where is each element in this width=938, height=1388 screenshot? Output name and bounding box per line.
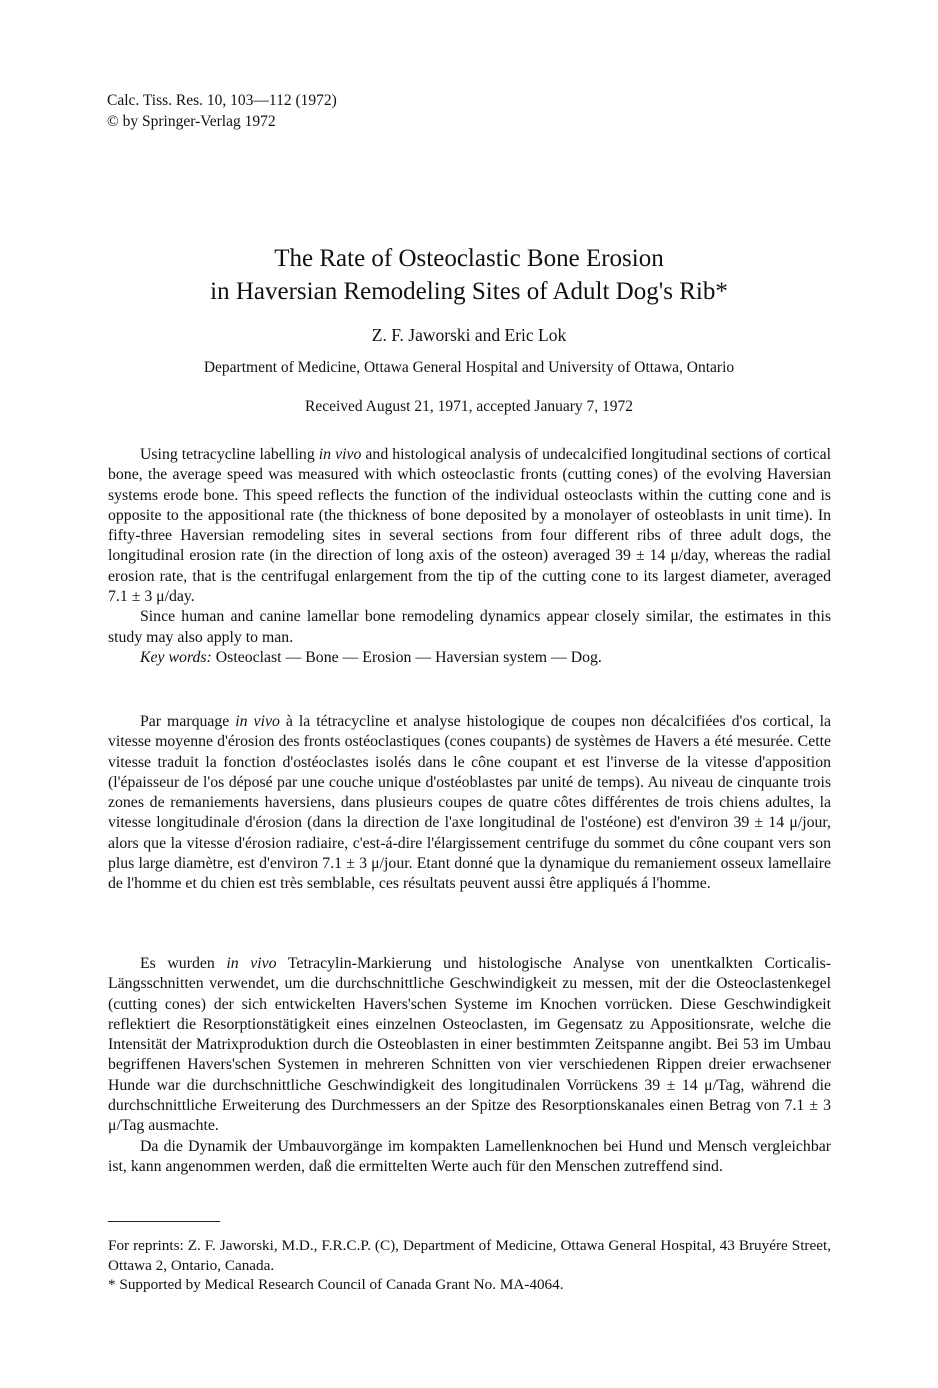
- abstract-en-paragraph-1: Using tetracycline labelling in vivo and histological analysis of undecalcified longitudinal sections of cortical bone, the average speed was measured with which osteoclastic fronts (cutting cones) of the evolving Haversian systems erode bone. This speed reflects the function of the individual osteoclasts within the cutting cone and is opposite to the appositional rate (the thickness of bone deposited by a monolayer of osteoblasts in unit time). In fifty-three Haversian remodeling sites in several sections from four different ribs of three adult dogs, the longitudinal erosion rate (in the direction of long axis of the osteon) averaged 39 ± 14 μ/day, whereas the radial erosion rate, that is the centrifugal enlargement from the tip of the cutting cone to its largest diameter, averaged 7.1 ± 3 μ/day.: [108, 446, 831, 606]
- received-dates: Received August 21, 1971, accepted January 7, 1972: [305, 398, 633, 415]
- abstract-fr-paragraph: Par marquage in vivo à la tétracycline et analyse histologique de coupes non décalcifiées d'os cortical, la vitesse moyenne d'érosion des fronts ostéoclastiques (cones coupants) de systèmes de Havers a été mesurée. Cette vitesse traduit la fonction d'ostéoclastes isolés dans le cône coupant et est l'inverse de la vitesse d'apposition (l'épaisseur de l'os déposé par une couche unique d'ostéoblastes par unité de temps). Au niveau de cinquante trois zones de remaniements haversiens, dans plusieurs coupes de quatre côtes différentes de trois chiens adultes, la vitesse longitudinale d'érosion (dans la direction de l'axe longitudinal de l'ostéone) est d'environ 39 ± 14 μ/jour, alors que la vitesse d'érosion radiaire, c'est-á-dire l'élargissement centrifuge du sommet du cône coupant vers son plus large diamètre, est d'environ 7.1 ± 3 μ/jour. Etant donné que la dynamique du remaniement osseux lamellaire de l'homme et du chien est très semblable, ces résultats peuvent aussi être appliqués á l'homme.: [108, 713, 832, 893]
- abstract-de-paragraph-2: Da die Dynamik der Umbauvorgänge im kompakten Lamellenknochen bei Hund und Mensch vergleichbar ist, kann angenommen werden, daß die ermittelten Werte auch für den Menschen zutreffend sind.: [108, 1137, 831, 1175]
- abstract-english: [108, 445, 831, 668]
- abstract-french: [108, 712, 831, 895]
- footnote-divider: [108, 1221, 220, 1222]
- journal-citation: Calc. Tiss. Res. 10, 103—112 (1972): [107, 92, 337, 109]
- authors: Z. F. Jaworski and Eric Lok: [371, 325, 567, 345]
- journal-header: [107, 90, 337, 132]
- title-line-1: The Rate of Osteoclastic Bone Erosion: [274, 245, 664, 272]
- keywords-list: Osteoclast — Bone — Erosion — Haversian system — Dog.: [211, 648, 602, 666]
- support-footnote: * Supported by Medical Research Council of Canada Grant No. MA-4064.: [108, 1276, 564, 1293]
- paper-title: [0, 242, 938, 308]
- footnotes: [108, 1236, 831, 1295]
- copyright-notice: © by Springer-Verlag 1972: [107, 113, 276, 130]
- keywords: [108, 648, 831, 668]
- title-line-2: in Haversian Remodeling Sites of Adult Dog's Rib*: [210, 278, 728, 305]
- affiliation: Department of Medicine, Ottawa General Hospital and University of Ottawa, Ontario: [203, 359, 735, 376]
- reprints-footnote: For reprints: Z. F. Jaworski, M.D., F.R.C.P. (C), Department of Medicine, Ottawa General Hospital, 43 Bruyére Street, Ottawa 2, Ontario, Canada.: [108, 1237, 831, 1274]
- abstract-german: [108, 954, 831, 1177]
- keywords-label: Key words:: [140, 648, 212, 666]
- abstract-en-paragraph-2: Since human and canine lamellar bone remodeling dynamics appear closely similar, the estimates in this study may also apply to man.: [108, 608, 831, 646]
- abstract-de-paragraph-1: Es wurden in vivo Tetracylin-Markierung und histologische Analyse von unentkalkten Corticalis-Längsschnitten verwendet, um die durchschnittliche Geschwindigkeit zu messen, mit der die Osteoclastenkegel (cutting cones) der sich entwickelten Havers'schen Systeme im Knochen vorrücken. Diese Geschwindigkeit reflektiert die Resorptionstätigkeit eines einzelnen Osteoclasten, im Gegensatz zu Appositionsrate, welche die Intensität der Matrixproduktion durch die Osteoblasten in einer bestimmten Zeitspanne angibt. Bei 53 im Umbau begriffenen Havers'schen Systemen in mehreren Schnitten von vier verschiedenen Rippen dreier erwachsener Hunde war die durchschnittliche Geschwindigkeit des longitudinalen Vorrückens 39 ± 14 μ/Tag, während die durchschnittliche Erweiterung des Durchmessers an der Spitze des Resorptionskanales einen Betrag von 7.1 ± 3 μ/Tag ausmachte.: [108, 955, 832, 1135]
